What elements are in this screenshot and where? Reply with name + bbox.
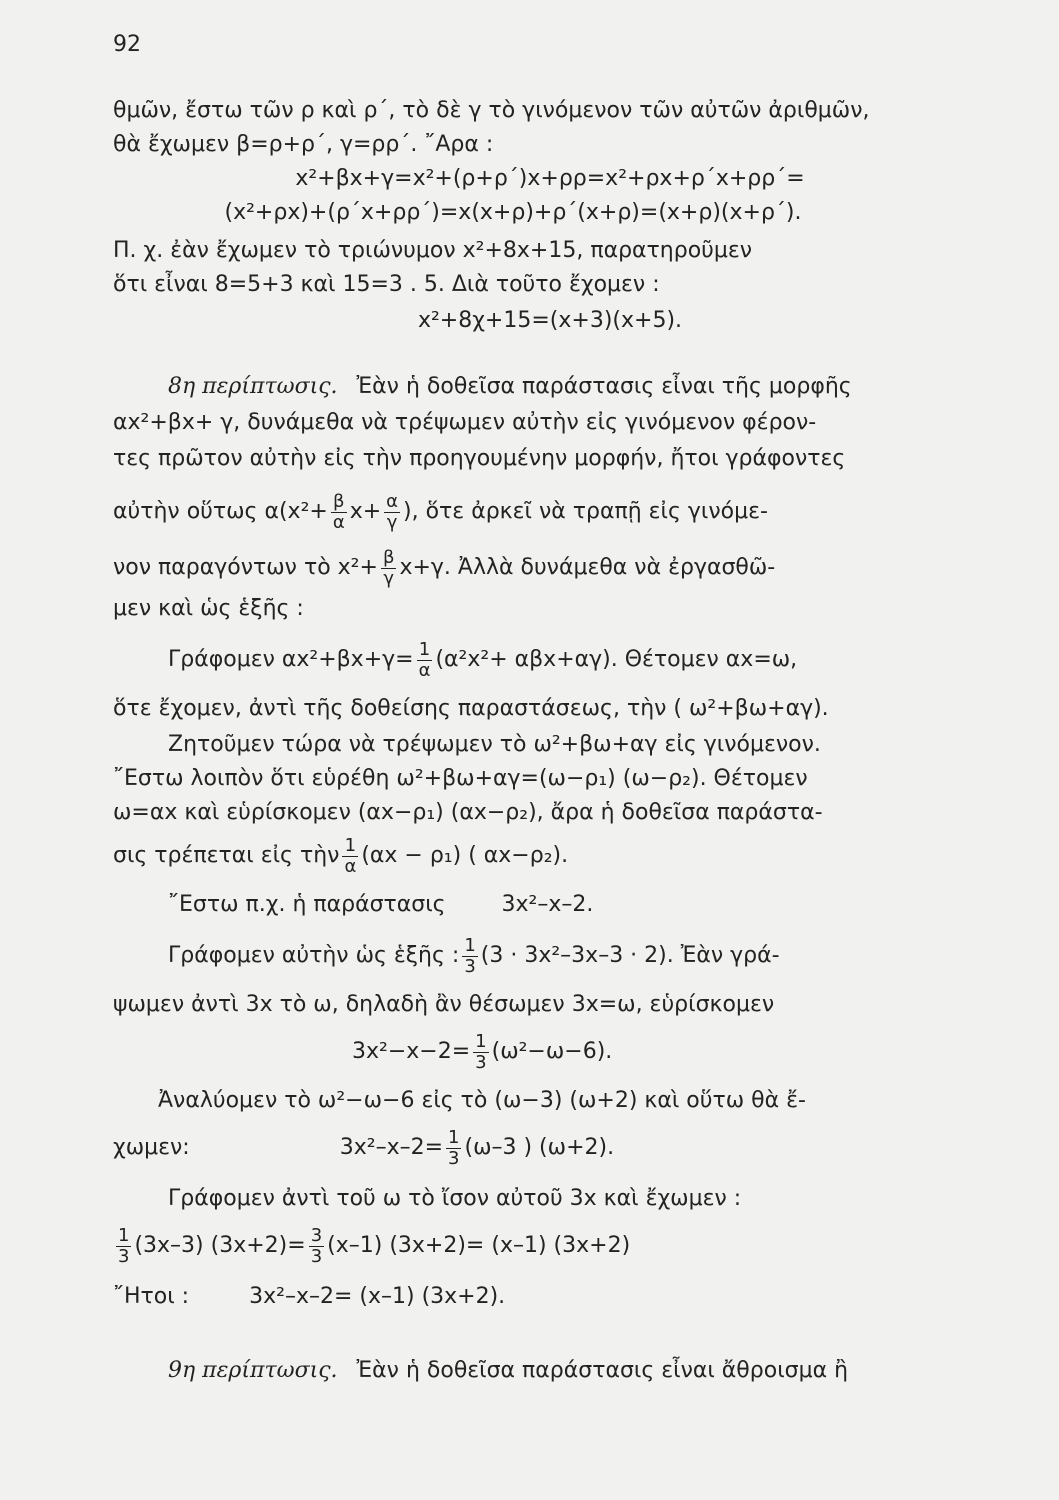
formula-line <box>113 1224 951 1268</box>
text-line: αx²+βx+ γ, δυνάμεθα νὰ τρέψωμεν αὐτὴν εἰς γινόμενον φέρον- <box>113 410 817 435</box>
text-span: (3 · 3x²–3x–3 · 2). Ἐὰν γρά- <box>480 943 780 968</box>
formula-line <box>113 490 951 534</box>
fraction <box>473 1032 488 1073</box>
fraction <box>331 492 347 533</box>
paragraph-heading-line <box>113 1356 951 1386</box>
fraction-numerator: 1 <box>342 836 358 857</box>
text-line: ὅτι εἶναι 8=5+3 καὶ 15=3 . 5. Διὰ τοῦτο ἔχομεν : <box>113 272 660 297</box>
text-span: ), ὅτε ἀρκεῖ νὰ τραπῇ εἰς γινόμε- <box>403 499 768 524</box>
equation-line: (x²+ρx)+(ρ΄x+ρρ΄)=x(x+ρ)+ρ΄(x+ρ)=(x+ρ)(x+ρ΄). <box>224 200 802 225</box>
text-span: χωμεν: <box>113 1135 190 1160</box>
formula-line <box>113 1282 951 1312</box>
formula-line <box>113 834 951 878</box>
fraction <box>417 640 433 681</box>
paragraph-heading-line <box>113 372 951 402</box>
text-span: Γράφομεν αx²+βx+γ= <box>168 647 414 672</box>
text-span: νον παραγόντων τὸ x²+ <box>113 555 378 580</box>
text-line: θμῶν, ἔστω τῶν ρ καὶ ρ΄, τὸ δὲ γ τὸ γινόμενον τῶν αὐτῶν ἀριθμῶν, <box>113 98 870 123</box>
text-span: x+γ. Ἀλλὰ δυνάμεθα νὰ ἐργασθῶ- <box>399 555 776 580</box>
fraction-numerator: 1 <box>464 934 476 956</box>
page-number: 92 <box>113 32 141 57</box>
formula-line <box>352 1030 952 1074</box>
text-line: ῎Εστω λοιπὸν ὅτι εὑρέθη ω²+βω+αγ=(ω−ρ₁) (ω−ρ₂). Θέτομεν <box>113 766 808 791</box>
text-span: (α²x²+ αβx+αγ). Θέτομεν αx=ω, <box>435 647 798 672</box>
formula-line <box>113 934 951 978</box>
text-line: ω=αx καὶ εὑρίσκομεν (αx−ρ₁) (αx−ρ₂), ἄρα ἡ δοθεῖσα παράστα- <box>113 800 823 825</box>
fraction <box>381 548 397 589</box>
case-heading: 9η περίπτωσις. <box>168 1358 338 1383</box>
fraction-denominator: γ <box>383 567 395 589</box>
fraction-numerator: 3 <box>310 1224 323 1246</box>
equation-line: x²+βx+γ=x²+(ρ+ρ΄)x+ρρ=x²+ρx+ρ΄x+ρρ΄= <box>295 166 805 191</box>
fraction-denominator: 3 <box>475 1051 487 1073</box>
formula-line <box>113 1126 951 1170</box>
formula-line <box>113 546 951 590</box>
fraction-numerator: β <box>382 546 395 568</box>
text-span: Ἐὰν ἡ δοθεῖσα παράστασις εἶναι ἄθροισμα ἢ <box>356 1358 849 1383</box>
fraction-denominator: γ <box>386 511 398 533</box>
text-line: Ζητοῦμεν τώρα νὰ τρέψωμεν τὸ ω²+βω+αγ εἰς γινόμενον. <box>168 732 821 757</box>
fraction-denominator: 3 <box>464 955 476 977</box>
text-line: τες πρῶτον αὐτὴν εἰς τὴν προηγουμένην μορφήν, ἤτοι γράφοντες <box>113 446 846 471</box>
case-heading: 8η περίπτωσις. <box>168 374 338 399</box>
fraction <box>462 936 477 977</box>
fraction-denominator: α <box>332 511 345 533</box>
text-span: (ω–3 ) (ω+2). <box>464 1135 615 1160</box>
text-span: σις τρέπεται εἰς τὴν <box>113 843 340 868</box>
text-span: (3x–3) (3x+2)= <box>134 1233 306 1258</box>
text-span: ῎Ητοι : <box>113 1284 190 1309</box>
fraction-numerator: β <box>331 492 347 513</box>
equation-line: x²+8χ+15=(x+3)(x+5). <box>417 308 683 333</box>
text-span: (x–1) (3x+2)= (x–1) (3x+2) <box>327 1233 631 1258</box>
fraction-denominator: 3 <box>118 1245 130 1267</box>
fraction <box>342 836 358 877</box>
fraction-denominator: 3 <box>448 1147 460 1169</box>
fraction <box>446 1128 461 1169</box>
text-span: (ω²−ω−6). <box>491 1039 613 1064</box>
fraction-numerator: α <box>386 490 399 512</box>
formula-line <box>113 638 951 682</box>
fraction-denominator: α <box>418 659 431 681</box>
text-line: ὅτε ἔχομεν, ἀντὶ τῆς δοθείσης παραστάσεως, τὴν ( ω²+βω+αγ). <box>113 696 829 721</box>
text-line: Π. χ. ἐὰν ἔχωμεν τὸ τριώνυμον x²+8x+15, παρατηροῦμεν <box>113 238 753 263</box>
fraction-numerator: 1 <box>448 1126 460 1148</box>
fraction-denominator: α <box>344 855 357 877</box>
text-line: ῎Εστω π.χ. ἡ παράστασις 3x²–x–2. <box>168 892 594 917</box>
text-span: αὐτὴν οὕτως α(x²+ <box>113 499 328 524</box>
text-span: 3x²–x–2= (x–1) (3x+2). <box>249 1284 506 1309</box>
fraction <box>309 1226 324 1267</box>
text-span: 3x²–x–2= <box>339 1135 444 1160</box>
text-span: (αx − ρ₁) ( αx−ρ₂). <box>361 843 569 868</box>
text-line: μεν καὶ ὡς ἑξῆς : <box>113 596 304 621</box>
text-span: x+ <box>349 499 382 524</box>
text-line: ψωμεν ἀντὶ 3x τὸ ω, δηλαδὴ ἂν θέσωμεν 3x=ω, εὑρίσκομεν <box>113 992 775 1017</box>
fraction <box>116 1226 131 1267</box>
fraction-numerator: 1 <box>417 640 433 661</box>
text-line: θὰ ἔχωμεν β=ρ+ρ΄, γ=ρρ΄. ῎Αρα : <box>113 132 494 157</box>
fraction <box>384 492 400 533</box>
fraction-denominator: 3 <box>310 1245 323 1267</box>
fraction-numerator: 1 <box>475 1030 487 1052</box>
text-span: 3x²−x−2= <box>352 1039 471 1064</box>
text-line: Ἀναλύομεν τὸ ω²−ω−6 εἰς τὸ (ω−3) (ω+2) καὶ οὕτω θὰ ἔ- <box>158 1088 806 1113</box>
fraction-numerator: 1 <box>118 1224 130 1246</box>
text-span: Γράφομεν αὐτὴν ὡς ἑξῆς : <box>168 943 460 968</box>
text-line: Γράφομεν ἀντὶ τοῦ ω τὸ ἴσον αὐτοῦ 3x καὶ ἔχωμεν : <box>168 1186 742 1211</box>
text-span: Ἐὰν ἡ δοθεῖσα παράστασις εἶναι τῆς μορφῆς <box>356 374 852 399</box>
